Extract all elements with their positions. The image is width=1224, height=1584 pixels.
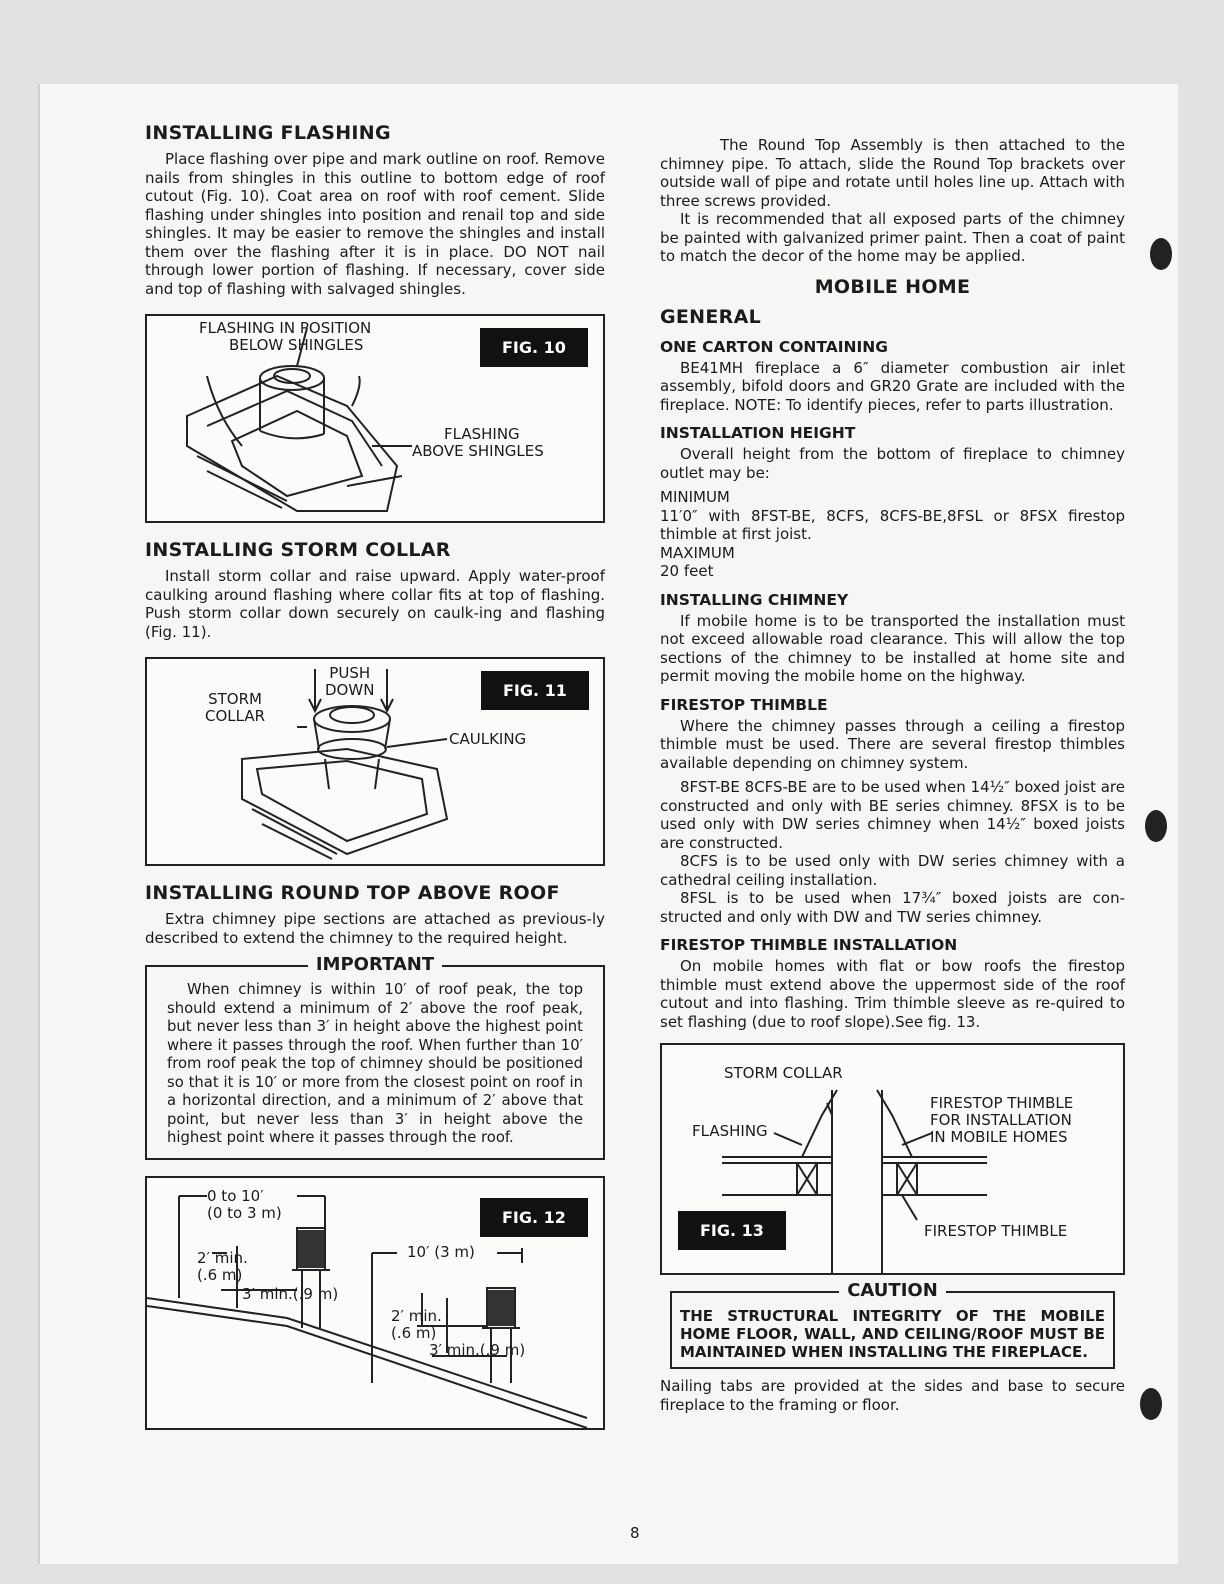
flashing-text: Place flashing over pipe and mark outline on roof. Remove nails from shingles in this outline to bottom edge of roof cutout (Fig. 10). Coat area on roof with roof cement. Slide flashing under shingles into position and renail top and side shingles. It may be easier to remove the shingles and install them over the flashing after it is in place. DO NOT nail through lower portion of flashing. If necessary, cover side and top of flashing with salvaged shingles. (145, 150, 605, 298)
fig10-label: FIG. 10 (480, 328, 588, 367)
round-top-text: Extra chimney pipe sections are attached as previous-ly described to extend the chimney to the required height. (145, 910, 605, 947)
heading-installing-flashing: INSTALLING FLASHING (145, 122, 391, 144)
thimble-text-2: 8FST-BE 8CFS-BE are to be used when 14½″ boxed joist are constructed and only with BE series chimney. 8FSX is to be used only with DW series chimney when 14½″ boxed joists are constructed. (660, 778, 1125, 852)
heading-mobile-home: MOBILE HOME (814, 275, 971, 298)
maximum-text: 20 feet (660, 562, 714, 580)
fig12-min2-b-line1: 2′ min. (391, 1306, 442, 1325)
heading-carton: ONE CARTON CONTAINING (660, 337, 888, 356)
caution-box (670, 1280, 1115, 1369)
figure-10 (145, 314, 605, 523)
fig13-thimble-line2: FOR INSTALLATION (930, 1111, 1072, 1129)
fig13-thimble-callout (930, 1095, 1073, 1146)
thimble-text-4: 8FSL is to be used when 17¾″ boxed joists are con-structed and only with DW and TW series chimney. (660, 889, 1125, 926)
figure-11 (145, 657, 605, 866)
fig11-storm-line2: COLLAR (205, 707, 266, 725)
fig10-callout-above-line2: ABOVE SHINGLES (412, 442, 544, 460)
fig12-range-line1: 0 to 10′ (207, 1186, 264, 1205)
fig11-storm-line1: STORM (208, 690, 262, 708)
caution-text: THE STRUCTURAL INTEGRITY OF THE MOBILE HOME FLOOR, WALL, AND CEILING/ROOF MUST BE MAINTAINED WHEN INSTALLING THE FIREPLACE. (680, 1307, 1105, 1361)
paint-text: It is recommended that all exposed parts of the chimney be painted with galvanized primer paint. Then a coat of paint to match the decor of the home may be applied. (660, 210, 1125, 265)
heading-installing-chimney: INSTALLING CHIMNEY (660, 590, 849, 609)
fig10-callout-below-line2: BELOW SHINGLES (229, 336, 364, 354)
fig12-range-line2: (0 to 3 m) (207, 1203, 282, 1222)
fig10-callout-above-line1: FLASHING (444, 425, 520, 443)
fig13-thimble-line1: FIRESTOP THIMBLE (930, 1094, 1074, 1112)
minimum-text: 11′0″ with 8FST-BE, 8CFS, 8CFS-BE,8FSL or 8FSX firestop thimble at first joist. (660, 506, 1125, 543)
left-column (145, 122, 605, 1446)
binder-hole-3 (1140, 1388, 1162, 1420)
fig13-flashing: FLASHING (692, 1122, 768, 1140)
fig11-push-line2: DOWN (325, 681, 375, 699)
thimble-text-3: 8CFS is to be used only with DW series chimney with a cathedral ceiling installation. (660, 852, 1125, 889)
fig11-label: FIG. 11 (481, 671, 589, 710)
heading-installing-storm-collar: INSTALLING STORM COLLAR (145, 539, 451, 561)
fig12-min2-b (391, 1308, 442, 1342)
important-box (145, 954, 605, 1160)
heading-installation-height: INSTALLATION HEIGHT (660, 424, 856, 442)
fig13-storm-collar: STORM COLLAR (724, 1064, 843, 1082)
figure-12 (145, 1176, 605, 1430)
page-number: 8 (630, 1524, 640, 1542)
fig12-min2-b-line2: (.6 m) (391, 1323, 437, 1342)
minimum-label: MINIMUM (660, 488, 730, 506)
nailing-text: Nailing tabs are provided at the sides and base to secure fireplace to the framing or floor. (660, 1377, 1125, 1414)
fig10-callout-below (199, 320, 371, 354)
maximum-label: MAXIMUM (660, 543, 735, 562)
manual-page (38, 84, 1178, 1564)
height-text: Overall height from the bottom of fireplace to chimney outlet may be: (660, 445, 1125, 482)
thimble-installation-text: On mobile homes with flat or bow roofs the firestop thimble must extend above the uppermost side of the roof cutout and into flashing. Trim thimble sleeve as re-quired to set flashing (due to roof slope).See fig. 13. (660, 957, 1125, 1031)
fig12-min2-a (197, 1250, 248, 1284)
heading-thimble-installation: FIRESTOP THIMBLE INSTALLATION (660, 936, 958, 954)
fig13-thimble-bottom: FIRESTOP THIMBLE (924, 1222, 1068, 1240)
fig12-min2-a-line1: 2′ min. (197, 1248, 248, 1267)
fig11-caulking: CAULKING (449, 730, 527, 748)
fig12-ten: 10′ (3 m) (407, 1242, 475, 1261)
fig10-callout-above (412, 426, 544, 460)
fig12-min3-a: 3′ min.(.9 m) (242, 1284, 339, 1303)
fig12-range (207, 1188, 282, 1222)
heading-general: GENERAL (660, 305, 761, 328)
fig10-callout-below-line1: FLASHING IN POSITION (199, 319, 372, 337)
round-top-attach-text: The Round Top Assembly is then attached to the chimney pipe. To attach, slide the Round Top brackets over outside wall of pipe and rotate until holes line up. Attach with three screws provided. (660, 136, 1125, 210)
fig11-storm-collar (205, 691, 265, 725)
fig11-push-line1: PUSH (329, 664, 371, 682)
heading-installing-round-top: INSTALLING ROUND TOP ABOVE ROOF (145, 882, 560, 904)
right-column (660, 136, 1125, 1414)
carton-text: BE41MH fireplace a 6″ diameter combustion air inlet assembly, bifold doors and GR20 Grate are included with the fireplace. NOTE: To identify pieces, refer to parts illustration. (660, 358, 1125, 414)
caution-title: CAUTION (839, 1280, 946, 1301)
fig13-thimble-line3: IN MOBILE HOMES (930, 1128, 1068, 1146)
binder-hole-1 (1150, 238, 1172, 270)
figure-13 (660, 1043, 1125, 1275)
thimble-text-1: Where the chimney passes through a ceiling a firestop thimble must be used. There are several firestop thimbles available depending on chimney system. (660, 716, 1125, 772)
important-text: When chimney is within 10′ of roof peak, the top should extend a minimum of 2′ above the roof peak, but never less than 3′ in height above the highest point where it passes through the roof. When further than 10′ from roof peak the top of chimney should be positioned so that it is 10′ or more from the closest point on roof in a horizontal direction, and a minimum of 2′ above that point, but never less than 3′ in height above the highest point where it passes through the roof. (167, 981, 583, 1146)
storm-collar-text: Install storm collar and raise upward. Apply water-proof caulking around flashing where collar fits at top of flashing. Push storm collar down securely on caulk-ing and flashing (Fig. 11). (145, 567, 605, 641)
heading-firestop-thimble: FIRESTOP THIMBLE (660, 695, 828, 714)
important-legend (147, 954, 603, 975)
chimney-text: If mobile home is to be transported the installation must not exceed allowable road clearance. This will allow the top sections of the chimney to be installed at home site and permit moving the mobile home on the highway. (660, 611, 1125, 685)
important-title: IMPORTANT (308, 954, 442, 975)
fig11-push-down (325, 665, 374, 699)
fig12-min2-a-line2: (.6 m) (197, 1265, 243, 1284)
binder-hole-2 (1145, 810, 1167, 842)
fig12-label: FIG. 12 (480, 1198, 588, 1237)
fig12-min3-b: 3′ min.(.9 m) (429, 1340, 526, 1359)
caution-legend (672, 1280, 1113, 1301)
fig13-label: FIG. 13 (678, 1211, 786, 1250)
